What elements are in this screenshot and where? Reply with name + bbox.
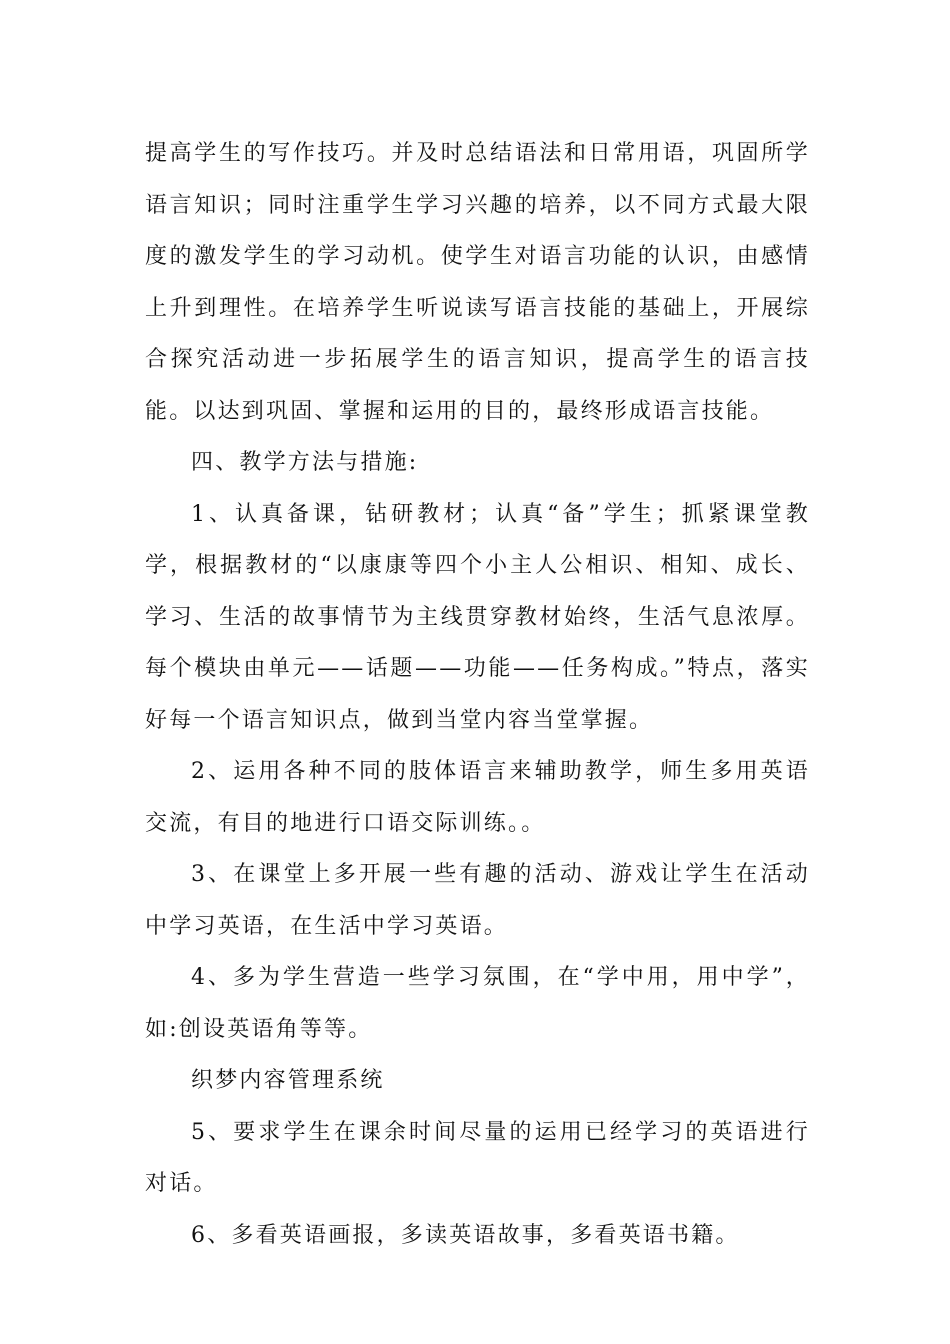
paragraph-item-3: 3、在课堂上多开展一些有趣的活动、游戏让学生在活动中学习英语，在生活中学习英语。 bbox=[145, 862, 810, 939]
document-body bbox=[145, 128, 810, 1261]
paragraph-item-2: 2、运用各种不同的肢体语言来辅助教学，师生多用英语交流，有目的地进行口语交际训练。。 bbox=[145, 759, 810, 836]
paragraph-watermark-text: 织梦内容管理系统 bbox=[191, 1068, 385, 1093]
section-heading-methods: 四、教学方法与措施: bbox=[191, 450, 419, 475]
paragraph-item-4: 4、多为学生营造一些学习氛围，在“学中用，用中学”，如:创设英语角等等。 bbox=[145, 965, 810, 1042]
paragraph-item-1: 1、认真备课，钻研教材；认真“备”学生；抓紧课堂教学，根据教材的“以康康等四个小主人公相识、相知、成长、学习、生活的故事情节为主线贯穿教材始终，生活气息浓厚。每个模块由单元——话题——功能——任务构成。”特点，落实好每一个语言知识点，做到当堂内容当堂掌握。 bbox=[145, 501, 810, 733]
paragraph-item-5: 5、要求学生在课余时间尽量的运用已经学习的英语进行对话。 bbox=[145, 1119, 810, 1196]
paragraph-item-6: 6、多看英语画报，多读英语故事，多看英语书籍。 bbox=[191, 1222, 740, 1248]
paragraph-writing-skills: 提高学生的写作技巧。并及时总结语法和日常用语，巩固所学语言知识；同时注重学生学习兴趣的培养，以不同方式最大限度的激发学生的学习动机。使学生对语言功能的认识，由感情上升到理性。在培养学生听说读写语言技能的基础上，开展综合探究活动进一步拓展学生的语言知识，提高学生的语言技能。以达到巩固、掌握和运用的目的，最终形成语言技能。 bbox=[145, 141, 810, 424]
